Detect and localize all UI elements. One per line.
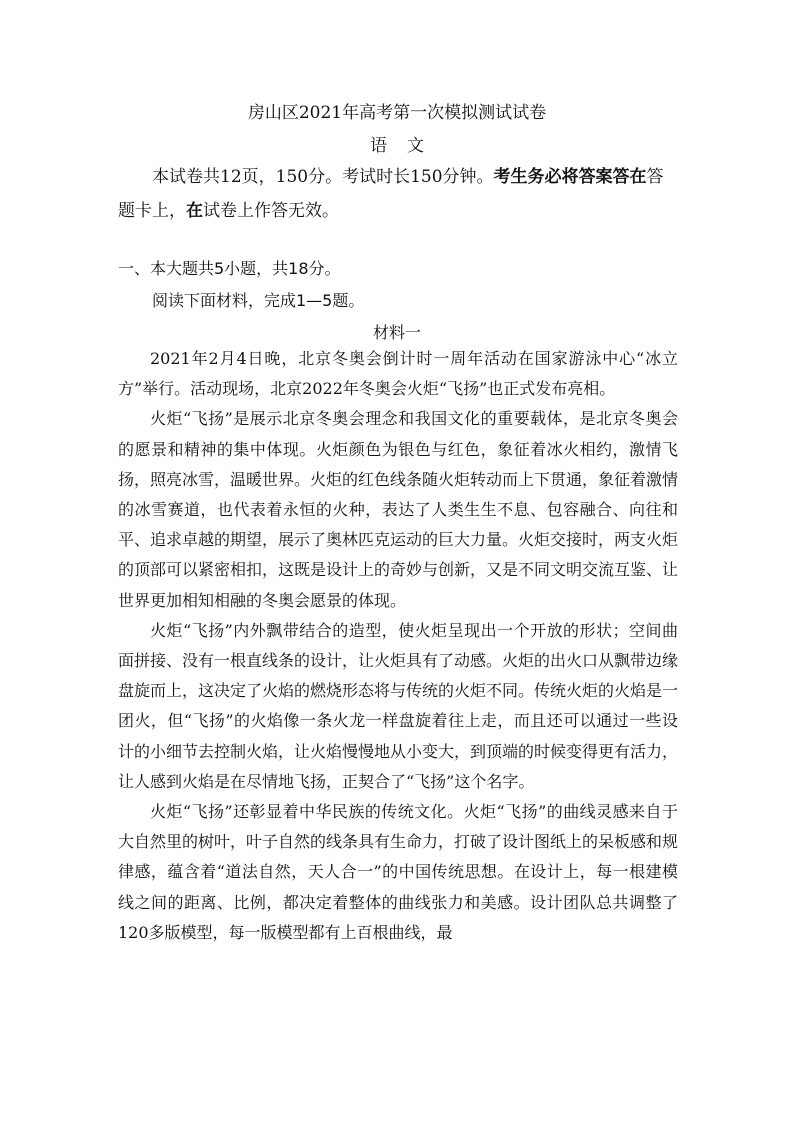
intro-bold-1: 考生务必将答案答在	[493, 167, 647, 187]
intro-bold-2: 在	[186, 201, 203, 221]
paragraph-4: 火炬“飞扬”还彰显着中华民族的传统文化。火炬“飞扬”的曲线灵感来自于大自然里的树叶，叶子自然的线条具有生命力，打破了设计图纸上的呆板感和规律感，蕴含着“道法自然，天人合一”的中国传统思想。在设计上，每一根建模线之间的距离、比例，都决定着整体的曲线张力和美感。设计团队总共调整了120多版模型，每一版模型都有上百根曲线，最	[118, 802, 679, 942]
intro-text-3: 试卷上作答无效。	[203, 201, 339, 221]
intro-text-1: 本试卷共12页，150分。考试时长150分钟。	[152, 167, 494, 187]
paragraph-3: 火炬“飞扬”内外飘带结合的造型，使火炬呈现出一个开放的形状；空间曲面拼接、没有一根直线条的设计，让火炬具有了动感。火炬的出火口从飘带边缘盘旋而上，这决定了火焰的燃烧形态将与传统的火炬不同。传统火炬的火焰是一团火，但“飞扬”的火焰像一条火龙一样盘旋着往上走，而且还可以通过一些设计的小细节去控制火焰，让火焰慢慢地从小变大，到顶端的时候变得更有活力，让人感到火焰是在尽情地飞扬，正契合了“飞扬”这个名字。	[118, 620, 679, 791]
material-title: 材料一	[372, 323, 421, 342]
section-heading: 一、本大题共5小题，共18分。	[118, 259, 341, 278]
exam-title: 房山区2021年高考第一次模拟测试试卷	[247, 103, 547, 123]
material-body	[118, 344, 678, 948]
subject-title: 语文	[370, 136, 444, 156]
paragraph-2: 火炬“飞扬”是展示北京冬奥会理念和我国文化的重要载体，是北京冬奥会的愿景和精神的集中体现。火炬颜色为银色与红色，象征着冰火相约，激情飞扬，照亮冰雪，温暖世界。火炬的红色线条随火炬转动而上下贯通，象征着激情的冰雪赛道，也代表着永恒的火种，表达了人类生生不息、包容融合、向往和平、追求卓越的期望，展示了奥林匹克运动的巨大力量。火炬交接时，两支火炬的顶部可以紧密相扣，这既是设计上的奇妙与创新，又是不同文明交流互鉴、让世界更加相知相融的冬奥会愿景的体现。	[118, 409, 679, 610]
exam-intro	[118, 160, 678, 228]
intro-text-2: 答题卡上，	[118, 167, 664, 221]
reading-instruction: 阅读下面材料，完成1—5题。	[152, 291, 365, 310]
paragraph-1: 2021年2月4日晚，北京冬奥会倒计时一周年活动在国家游泳中心“冰立方”举行。活动现场，北京2022年冬奥会火炬“飞扬”也正式发布亮相。	[118, 349, 678, 399]
